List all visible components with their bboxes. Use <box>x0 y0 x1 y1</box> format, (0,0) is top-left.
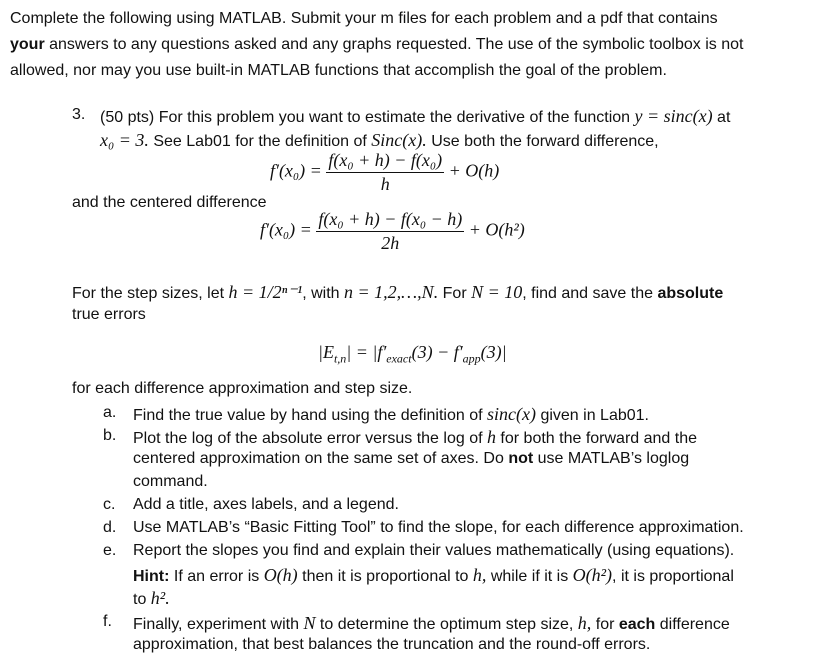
forward-difference-formula <box>270 150 499 195</box>
after-error-line: for each difference approximation and step size. <box>72 380 413 397</box>
item-e-hint-c: while if it is <box>486 568 573 585</box>
forward-fraction <box>326 150 444 195</box>
function-expression: y = sinc(x) <box>634 106 713 126</box>
step-N-value: N = 10 <box>471 282 523 302</box>
item-a-text2: given in Lab01. <box>536 407 649 424</box>
item-d-text: Use MATLAB’s “Basic Fitting Tool” to find the slope, for each difference approximation. <box>133 519 744 536</box>
error-mid2: (3) − f′ <box>411 342 463 362</box>
item-a-text <box>133 404 649 425</box>
item-e-h2: h². <box>150 588 170 608</box>
item-e-line3-a: to <box>133 591 151 608</box>
problem-number: 3. <box>72 106 86 123</box>
item-a-text1: Find the true value by hand using the definition of <box>133 407 488 424</box>
item-f-text-b: to determine the optimum step size, <box>315 616 578 633</box>
step-n-expression: n = 1,2,…,N. <box>344 282 439 302</box>
item-e-label: e. <box>103 542 117 559</box>
error-mid: | = |f′ <box>346 342 387 362</box>
item-e-hint-bold: Hint: <box>133 568 170 585</box>
centered-numerator: f(x₀ + h) − f(x₀ − h) <box>316 209 464 232</box>
item-f-h: h, <box>577 613 592 633</box>
error-sub-exact: exact <box>386 351 412 366</box>
item-b-text1: Plot the log of the absolute error versus the log of <box>133 430 487 447</box>
item-f-N: N <box>303 613 316 633</box>
problem-line-2 <box>100 130 659 151</box>
item-e-hint-a: If an error is <box>169 568 264 585</box>
item-f-text-a: Finally, experiment with <box>133 616 304 633</box>
error-sub-app: app <box>462 351 481 366</box>
forward-lhs: f′(x₀) = <box>270 160 322 181</box>
item-f-label: f. <box>103 613 112 630</box>
problem-line-1-end: at <box>712 109 731 126</box>
item-b-line-3: command. <box>133 473 208 490</box>
item-e-line-2 <box>133 565 734 586</box>
forward-order: + O(h) <box>448 160 500 181</box>
centered-denominator: 2h <box>381 233 400 253</box>
forward-denominator: h <box>380 174 390 194</box>
intro-bold-your: your <box>10 36 45 53</box>
centered-difference-formula <box>260 209 525 254</box>
step-text-d: , find and save the <box>522 285 658 302</box>
item-c-label: c. <box>103 496 116 513</box>
item-e-hint-b: then it is proportional to <box>297 568 473 585</box>
step-text-c: For <box>438 285 472 302</box>
problem-line-1 <box>100 106 730 127</box>
item-f-line-1 <box>133 613 730 634</box>
step-size-line <box>72 282 723 303</box>
x0-value: x₀ = 3. <box>100 130 149 150</box>
item-e-hint-d: , it is proportional <box>612 568 734 585</box>
error-formula <box>318 342 507 367</box>
error-sub-tn: t,n <box>333 351 347 366</box>
item-f-line-2: approximation, that best balances the truncation and the round-off errors. <box>133 636 651 653</box>
item-f-bold-each: each <box>618 616 656 633</box>
item-e-h1: h, <box>472 565 487 585</box>
intro-line-2-text: answers to any questions asked and any graphs requested. The use of the symbolic toolbox is not <box>44 36 744 53</box>
problem-line-2-text: See Lab01 for the definition of <box>148 133 372 150</box>
item-b-math: h <box>486 427 496 447</box>
item-c-text: Add a title, axes labels, and a legend. <box>133 496 399 513</box>
step-size-line-2: true errors <box>72 306 146 323</box>
centered-fraction <box>316 209 464 254</box>
item-f-text-d: difference <box>655 616 730 633</box>
error-end: (3)| <box>480 342 507 362</box>
item-e-line-1: Report the slopes you find and explain their values mathematically (using equations). <box>133 542 735 559</box>
item-b-line-2 <box>133 450 689 468</box>
step-h-expression: h = 1/2ⁿ⁻¹ <box>228 282 303 302</box>
item-b-text2b: use MATLAB’s loglog <box>533 450 690 467</box>
intro-line-2 <box>10 36 743 54</box>
item-d-label: d. <box>103 519 117 536</box>
step-text-a: For the step sizes, let <box>72 285 229 302</box>
intro-line-3: allowed, nor may you use built-in MATLAB functions that accomplish the goal of the problem. <box>10 62 667 79</box>
item-b-label: b. <box>103 427 117 444</box>
item-b-bold-not: not <box>508 450 534 467</box>
centered-lhs: f′(x₀) = <box>260 219 312 240</box>
step-bold-absolute: absolute <box>657 285 724 302</box>
step-text-b: , with <box>302 285 345 302</box>
item-a-label: a. <box>103 404 117 421</box>
item-b-line-1 <box>133 427 697 448</box>
centered-order: + O(h²) <box>468 219 525 240</box>
sinc-expression: Sinc(x). <box>371 130 427 150</box>
item-e-o1: O(h) <box>263 565 298 585</box>
intro-line-1: Complete the following using MATLAB. Submit your m files for each problem and a pdf that contains <box>10 10 718 27</box>
item-a-math: sinc(x) <box>487 404 536 424</box>
item-b-text2a: centered approximation on the same set of axes. Do <box>133 450 509 467</box>
item-f-text-c: for <box>591 616 619 633</box>
item-e-o2: O(h²) <box>572 565 613 585</box>
error-lhs: |E <box>318 342 334 362</box>
item-e-line-3 <box>133 588 170 609</box>
forward-numerator: f(x₀ + h) − f(x₀) <box>326 150 444 173</box>
centered-intro: and the centered difference <box>72 194 267 211</box>
problem-line-2-end: Use both the forward difference, <box>426 133 659 150</box>
problem-line-1-text: (50 pts) For this problem you want to estimate the derivative of the function <box>100 109 635 126</box>
item-b-text1b: for both the forward and the <box>495 430 697 447</box>
